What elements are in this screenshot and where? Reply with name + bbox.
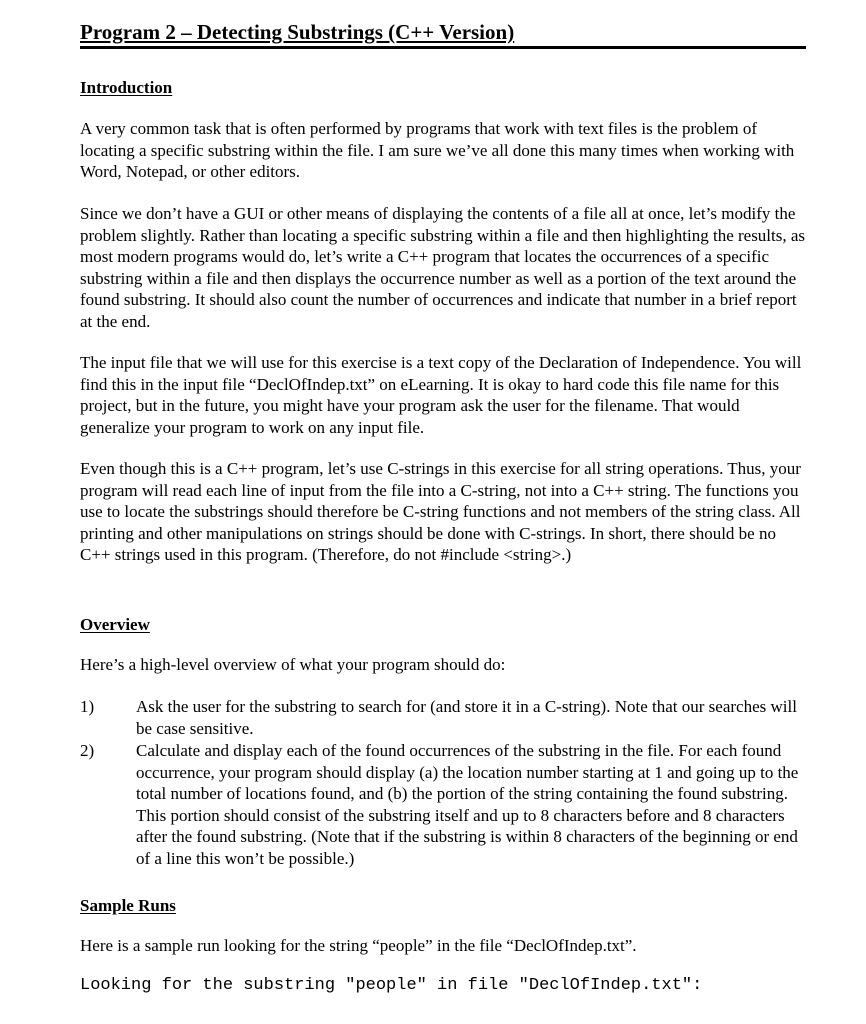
list-item-number: 1) bbox=[80, 697, 95, 716]
sample-run-code-line: Looking for the substring "people" in file "DeclOfIndep.txt": bbox=[80, 976, 703, 995]
list-item bbox=[80, 696, 806, 739]
title-rule bbox=[80, 18, 806, 49]
overview-intro: Here’s a high-level overview of what your program should do: bbox=[80, 655, 506, 674]
intro-paragraph-1: A very common task that is often performed by programs that work with text files is the problem of locating a specific substring within the file. I am sure we’ve all done this many times when working with Word, Notepad, or other editors. bbox=[80, 119, 795, 181]
intro-paragraph-2: Since we don’t have a GUI or other means of displaying the contents of a file all at once, let’s modify the problem slightly. Rather than locating a specific substring within a file and then highlighting the results, as most modern programs would do, let’s write a C++ program that locates the occurrences of a specific substring within a file and then displays the occurrence number as well as a portion of the text around the found substring. It should also count the number of occurrences and indicate that number in a brief report at the end. bbox=[80, 204, 806, 331]
list-item-number: 2) bbox=[80, 741, 95, 760]
overview-list bbox=[80, 696, 806, 870]
sample-runs-intro: Here is a sample run looking for the string “people” in the file “DeclOfIndep.txt”. bbox=[80, 936, 637, 955]
list-item-text: Calculate and display each of the found occurrences of the substring in the file. For each found occurrence, your program should display (a) the location number starting at 1 and going up to the total number of locations found, and (b) the portion of the string containing the found substring. This portion should consist of the substring itself and up to 8 characters before and 8 characters after the found substring. (Note that if the substring is within 8 characters of the beginning or end of a line this won’t be possible.) bbox=[136, 741, 799, 868]
list-item-text: Ask the user for the substring to search for (and store it in a C-string). Note that our searches will be case sensitive. bbox=[136, 697, 797, 738]
introduction-heading: Introduction bbox=[80, 78, 173, 97]
intro-paragraph-3: The input file that we will use for this exercise is a text copy of the Declaration of Independence. You will find this in the input file “DeclOfIndep.txt” on eLearning. It is okay to hard code this file name for this project, but in the future, you might have your program ask the user for the filename. That would generalize your program to work on any input file. bbox=[80, 353, 802, 437]
list-item bbox=[80, 740, 806, 869]
intro-paragraph-4: Even though this is a C++ program, let’s use C-strings in this exercise for all string operations. Thus, your program will read each line of input from the file into a C-string, not into a C++ string. The functions you use to locate the substrings should therefore be C-string functions and not members of the string class. All printing and other manipulations on strings should be done with C-strings. In short, there should be no C++ strings used in this program. (Therefore, do not #include <string>.) bbox=[80, 459, 801, 564]
document-title: Program 2 – Detecting Substrings (C++ Version) bbox=[80, 20, 515, 44]
overview-heading: Overview bbox=[80, 615, 150, 634]
sample-runs-heading: Sample Runs bbox=[80, 896, 176, 915]
